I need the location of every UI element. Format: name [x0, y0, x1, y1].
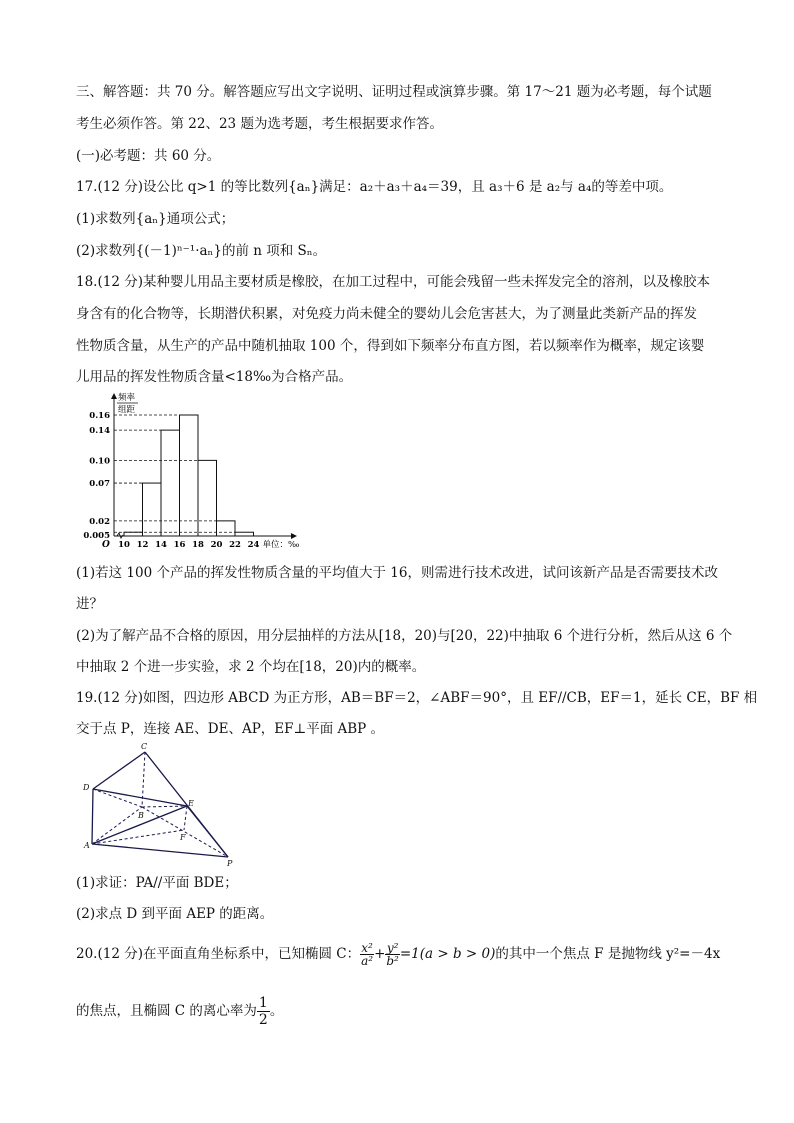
q18-line2: 身含有的化合物等，长期潜伏积累，对免疫力尚未健全的婴幼儿会危害甚大，为了测量此类新产品的挥发 — [76, 306, 697, 322]
histogram-bar — [235, 532, 254, 536]
q19-part1: (1)求证：PA//平面 BDE； — [76, 875, 238, 891]
edge-ab-hidden — [92, 807, 142, 844]
x-tick-label: 12 — [136, 540, 149, 548]
q20-line2 — [76, 995, 283, 1028]
section-heading-line1: 三、解答题：共 70 分。解答题应写出文字说明、证明过程或演算步骤。第 17～21 题为必考题，每个试题 — [76, 84, 712, 100]
edge-be-hidden — [142, 806, 187, 807]
edge-de — [93, 789, 187, 806]
frac-x2-a2: $\frac{\text{x²}}{\text{a²}}$ — [361, 941, 374, 968]
y-tick-label: 0.14 — [89, 426, 110, 437]
y-axis-label-top: 频率 — [118, 393, 136, 403]
label-c: C — [141, 742, 148, 751]
q19-part2: (2)求点 D 到平面 AEP 的距离。 — [76, 906, 274, 922]
histogram-bar — [198, 460, 217, 536]
q18-line1: 18.(12 分)某种婴儿用品主要材质是橡胶，在加工过程中，可能会残留一些未挥发完全的溶剂，以及橡胶本 — [76, 274, 710, 290]
x-tick-label: 20 — [210, 540, 223, 548]
q19-line1: 19.(12 分)如图，四边形 ABCD 为正方形，AB＝BF＝2，∠ABF＝90°，且 EF//CB，EF＝1，延长 CE，BF 相 — [76, 690, 758, 706]
q18-part1-line2: 进？ — [76, 596, 103, 612]
y-tick-label: 0.07 — [89, 479, 110, 490]
origin-label: O — [102, 540, 110, 548]
label-d: D — [83, 783, 90, 792]
edge-db-hidden — [93, 789, 142, 807]
histogram-bar — [124, 532, 143, 536]
q18-line3: 性物质含量，从生产的产品中随机抽取 100 个，得到如下频率分布直方图，若以频率作为概率，规定该婴 — [76, 338, 705, 354]
q20-line2-suffix: 。 — [269, 1003, 284, 1019]
q18-part2-line1: (2)为了解产品不合格的原因，用分层抽样的方法从[18，20)与[20，22)中抽取 6 个进行分析，然后从这 6 个 — [76, 628, 733, 644]
section-heading-line2: 考生必须作答。第 22、23 题为选考题，考生根据要求作答。 — [76, 116, 443, 132]
geometry-figure — [80, 742, 250, 867]
x-tick-label: 24 — [247, 540, 260, 548]
q18-part1-line1: (1)若这 100 个产品的挥发性物质含量的平均值大于 16，则需进行技术改进，试问该新产品是否需要技术改 — [76, 565, 718, 581]
q18-part2-line2: 中抽取 2 个进一步实验，求 2 个均在[18，20)内的概率。 — [76, 659, 426, 675]
edge-da — [92, 789, 93, 844]
label-f: F — [180, 833, 186, 842]
required-section-label: (一)必考题：共 60 分。 — [76, 148, 221, 164]
q20-prefix: 20.(12 分)在平面直角坐标系中，已知椭圆 C： — [76, 946, 361, 962]
q20-middle: 的其中一个焦点 F 是抛物线 y²=－4x — [495, 946, 721, 962]
label-b: B — [138, 811, 144, 820]
label-e: E — [188, 799, 194, 808]
y-tick-label: 0.16 — [89, 411, 110, 421]
edge-af-hidden — [92, 830, 184, 844]
edge-ap — [92, 844, 228, 857]
x-tick-label: 18 — [192, 540, 204, 548]
q17-stem: 17.(12 分)设公比 q>1 的等比数列{aₙ}满足：a₂＋a₃＋a₄＝39，且 a₃＋6 是 a₂与 a₄的等差中项。 — [76, 179, 673, 195]
histogram-bar — [161, 430, 180, 536]
edge-ef-hidden — [184, 806, 187, 830]
histogram-bar — [143, 483, 162, 536]
y-axis-label-bottom: 组距 — [118, 405, 136, 415]
histogram-bar — [180, 415, 199, 536]
y-tick-label: 0.02 — [89, 516, 110, 527]
frac-one-half: $\frac{1}{2}$ — [258, 995, 268, 1028]
x-tick-label: 10 — [118, 540, 130, 548]
label-a: A — [84, 841, 90, 850]
ellipse-eq-rest: =1(a > b > 0) — [399, 946, 496, 962]
x-tick-label: 16 — [173, 540, 186, 548]
x-tick-label: 22 — [229, 540, 241, 548]
x-axis-label: 单位：‰ — [262, 540, 300, 548]
y-tick-label: 0.10 — [89, 456, 110, 467]
frac-y2-b2: $\frac{\text{y²}}{\text{b²}}$ — [386, 941, 399, 968]
edge-dc — [93, 752, 145, 789]
q19-line2: 交于点 P，连接 AE、DE、AP，EF⊥平面 ABP 。 — [76, 721, 385, 737]
x-tick-label: 14 — [155, 540, 167, 548]
q17-part2: (2)求数列{(－1)ⁿ⁻¹·aₙ}的前 n 项和 Sₙ。 — [76, 243, 327, 259]
plus-sign: + — [374, 946, 386, 962]
edge-ep — [187, 806, 228, 857]
y-tick-label: 0.005 — [83, 531, 110, 542]
q17-part1: (1)求数列{aₙ}通项公式； — [76, 211, 235, 227]
frequency-histogram — [82, 388, 342, 548]
q20-line1 — [76, 942, 720, 967]
q20-line2-prefix: 的焦点，且椭圆 C 的离心率为 — [76, 1003, 257, 1019]
q18-line4: 儿用品的挥发性物质含量<18‰为合格产品。 — [76, 369, 353, 385]
label-p: P — [227, 859, 233, 867]
histogram-bar — [217, 521, 236, 536]
